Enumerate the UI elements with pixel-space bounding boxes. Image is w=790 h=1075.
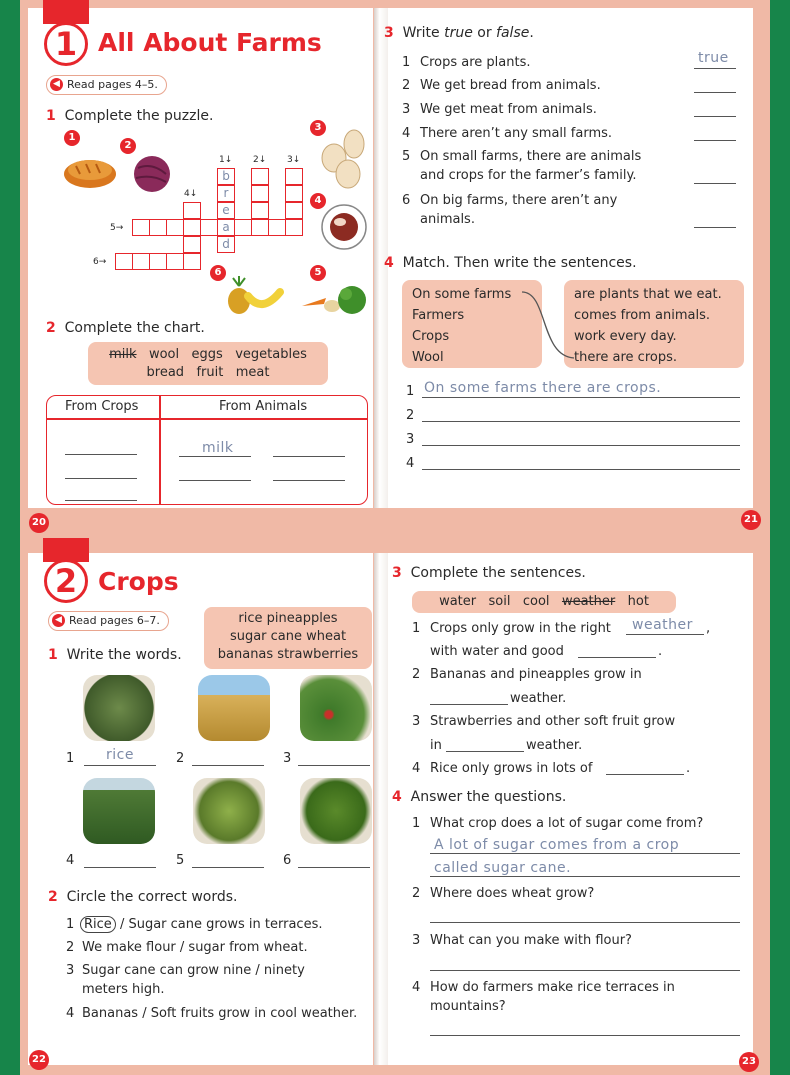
- tf-item-2: 2 We get bread from animals.: [402, 78, 601, 93]
- animals-blank[interactable]: [179, 456, 251, 457]
- tf-blank-4[interactable]: [694, 140, 736, 141]
- tf-item-1: 1 Crops are plants.: [402, 55, 531, 70]
- page-22: [28, 553, 373, 1065]
- cell-d[interactable]: d: [217, 236, 235, 253]
- grid-cell[interactable]: [149, 253, 167, 270]
- down-label-1: 1↓: [219, 155, 233, 165]
- grid-cell[interactable]: [200, 219, 218, 236]
- unit-number: 1: [44, 22, 88, 66]
- grid-cell[interactable]: [285, 168, 303, 185]
- col-from-animals: From Animals: [219, 399, 308, 414]
- circled-word[interactable]: Rice: [80, 916, 116, 933]
- fruit-picture: [224, 274, 284, 316]
- wool-picture: [126, 148, 174, 196]
- complete-blank-1a[interactable]: [626, 634, 704, 635]
- tf-item-3: 3 We get meat from animals.: [402, 102, 597, 117]
- complete-item-3: 3 Strawberries and other soft fruit grow: [412, 714, 676, 729]
- page-number-20: 20: [29, 513, 49, 533]
- q4-heading: 4 Match. Then write the sentences.: [384, 255, 637, 271]
- period: .: [686, 761, 691, 776]
- photo-blank-5[interactable]: [192, 867, 264, 868]
- photo-label-5: 5: [176, 853, 185, 868]
- complete-item-3c: weather.: [526, 738, 583, 753]
- photo-blank-3[interactable]: [298, 765, 370, 766]
- word-box-chart: milk wool eggs vegetables bread fruit meat: [88, 342, 328, 385]
- complete-item-4: 4 Rice only grows in lots of: [412, 761, 593, 776]
- complete-item-1: 1 Crops only grow in the right: [412, 621, 611, 636]
- question-3: 3 What can you make with flour?: [412, 933, 632, 948]
- photo-label-6: 6: [283, 853, 292, 868]
- grid-cell[interactable]: [166, 219, 184, 236]
- answer-milk: milk: [202, 440, 234, 456]
- page-number-23: 23: [739, 1052, 759, 1072]
- match-left-2[interactable]: Farmers: [412, 308, 465, 323]
- complete-item-3b: in: [430, 738, 442, 753]
- cell-r[interactable]: r: [217, 185, 235, 202]
- sentence-line-2: 2: [406, 408, 415, 423]
- crops-blank[interactable]: [65, 500, 137, 501]
- down-label-3: 3↓: [287, 155, 301, 165]
- grid-cell[interactable]: [183, 253, 201, 270]
- question-1: 1 What crop does a lot of sugar come from?: [412, 816, 704, 831]
- answer-blank-3[interactable]: [430, 970, 740, 971]
- grid-cell[interactable]: [285, 185, 303, 202]
- match-line: [518, 286, 578, 366]
- sugarcane-photo: [83, 778, 155, 844]
- strawberries-photo: [300, 675, 372, 741]
- circle-item-2: 2 We make flour / sugar from wheat.: [66, 940, 308, 955]
- q1-heading: 1 Write the words.: [48, 647, 182, 663]
- across-label-5: 5→: [110, 223, 124, 233]
- complete-item-1b: with water and good: [430, 644, 564, 659]
- comma: ,: [706, 621, 711, 636]
- sentence-answer-1: On some farms there are crops.: [424, 380, 662, 396]
- complete-blank-3[interactable]: [446, 751, 524, 752]
- animals-blank[interactable]: [273, 456, 345, 457]
- arrow-left-icon: ◀: [52, 614, 65, 627]
- q2-heading: 2 Circle the correct words.: [48, 889, 238, 905]
- photo-label-1: 1: [66, 751, 75, 766]
- meat-picture: [320, 202, 368, 252]
- grid-cell[interactable]: [132, 253, 150, 270]
- q1-heading: 1 Complete the puzzle.: [46, 108, 214, 124]
- answer-1-line2: called sugar cane.: [434, 860, 572, 876]
- sentence-line-4: 4: [406, 456, 415, 471]
- complete-item-2b: weather.: [510, 691, 567, 706]
- question-2: 2 Where does wheat grow?: [412, 886, 595, 901]
- rice-photo: [83, 675, 155, 741]
- grid-cell[interactable]: [166, 253, 184, 270]
- match-right-4[interactable]: there are crops.: [574, 350, 677, 365]
- unit-tab: [43, 0, 89, 24]
- grid-cell[interactable]: [183, 236, 201, 253]
- question-4: 4 How do farmers make rice terraces in mountains?: [412, 980, 675, 1014]
- grid-cell[interactable]: [149, 219, 167, 236]
- q4-heading: 4 Answer the questions.: [392, 789, 567, 805]
- wheat-photo: [198, 675, 270, 741]
- crops-blank[interactable]: [65, 478, 137, 479]
- farm-chart: [46, 395, 368, 505]
- complete-blank-2[interactable]: [430, 704, 508, 705]
- tf-item-5: 5 On small farms, there are animals and crops for the farmer’s family.: [402, 149, 642, 183]
- answer-blank-4[interactable]: [430, 1035, 740, 1036]
- circle-item-4: 4 Bananas / Soft fruits grow in cool weather.: [66, 1006, 358, 1021]
- sentence-line-3: 3: [406, 432, 415, 447]
- tf-blank-3[interactable]: [694, 116, 736, 117]
- unit-number: 2: [44, 559, 88, 603]
- tf-blank-5[interactable]: [694, 183, 736, 184]
- circle-item-3: 3 Sugar cane can grow nine / ninety meters high.: [66, 963, 305, 997]
- tf-blank-2[interactable]: [694, 92, 736, 93]
- complete-blank-1b[interactable]: [578, 657, 656, 658]
- pineapples-photo: [300, 778, 372, 844]
- picture-badge-5: 5: [310, 265, 326, 281]
- photo-label-3: 3: [283, 751, 292, 766]
- tf-item-4: 4 There aren’t any small farms.: [402, 126, 613, 141]
- grid-cell[interactable]: [183, 219, 201, 236]
- match-right-1[interactable]: are plants that we eat.: [574, 287, 722, 302]
- grid-cell[interactable]: [132, 219, 150, 236]
- read-pages-pill[interactable]: ◀ Read pages 4–5.: [46, 75, 167, 95]
- picture-badge-2: 2: [120, 138, 136, 154]
- match-left-4[interactable]: Wool: [412, 350, 444, 365]
- photo-blank-2[interactable]: [192, 765, 264, 766]
- page-number-22: 22: [29, 1050, 49, 1070]
- sentence-blank-3[interactable]: [422, 445, 740, 446]
- answer-1-line1: A lot of sugar comes from a crop: [434, 837, 680, 853]
- grid-cell[interactable]: [115, 253, 133, 270]
- grid-cell[interactable]: [251, 168, 269, 185]
- sentence-blank-4[interactable]: [422, 469, 740, 470]
- match-left-1[interactable]: On some farms: [412, 287, 512, 302]
- match-right-box: [564, 280, 744, 368]
- grid-cell[interactable]: [251, 202, 269, 219]
- answer-blank-1b[interactable]: [430, 876, 740, 877]
- grid-cell[interactable]: [251, 185, 269, 202]
- sentence-blank-2[interactable]: [422, 421, 740, 422]
- answer-blank-1a[interactable]: [430, 853, 740, 854]
- cell-e[interactable]: e: [217, 202, 235, 219]
- sentence-line-1: 1: [406, 384, 415, 399]
- grid-cell[interactable]: [234, 219, 252, 236]
- down-label-2: 2↓: [253, 155, 267, 165]
- word-box-crops: rice pineapples sugar cane wheat bananas strawberries: [204, 607, 372, 669]
- grid-cell[interactable]: [251, 219, 269, 236]
- across-label-6: 6→: [93, 257, 107, 267]
- photo-blank-6[interactable]: [298, 867, 370, 868]
- gutter-bottom: [374, 553, 388, 1065]
- photo-label-4: 4: [66, 853, 75, 868]
- tf-answer-1: true: [698, 50, 729, 66]
- answer-rice: rice: [106, 747, 134, 763]
- period: .: [658, 644, 663, 659]
- unit-title: All About Farms: [98, 28, 322, 57]
- circle-item-1: 1 Rice / Sugar cane grows in terraces.: [66, 917, 323, 932]
- cell-b[interactable]: b: [217, 168, 235, 185]
- answer-blank-2[interactable]: [430, 922, 740, 923]
- page-23: [388, 553, 753, 1065]
- arrow-left-icon: ◀: [50, 78, 63, 91]
- word-box-weather: water soil cool weather hot: [412, 591, 676, 613]
- match-left-3[interactable]: Crops: [412, 329, 450, 344]
- animals-blank[interactable]: [273, 480, 345, 481]
- picture-badge-6: 6: [210, 265, 226, 281]
- grid-cell[interactable]: [268, 219, 286, 236]
- crops-blank[interactable]: [65, 454, 137, 455]
- eggs-picture: [318, 128, 368, 190]
- picture-badge-1: 1: [64, 130, 80, 146]
- answer-weather: weather: [632, 617, 693, 633]
- vegetables-picture: [296, 280, 368, 320]
- tf-blank-1[interactable]: [694, 68, 736, 69]
- col-from-crops: From Crops: [65, 399, 139, 414]
- cell-a[interactable]: a: [217, 219, 235, 236]
- picture-badge-3: 3: [310, 120, 326, 136]
- q2-heading: 2 Complete the chart.: [46, 320, 205, 336]
- photo-blank-4[interactable]: [84, 867, 156, 868]
- match-right-3[interactable]: work every day.: [574, 329, 677, 344]
- page-number-21: 21: [741, 510, 761, 530]
- bananas-photo: [193, 778, 265, 844]
- grid-cell[interactable]: [285, 202, 303, 219]
- photo-label-2: 2: [176, 751, 185, 766]
- read-pages-pill[interactable]: ◀ Read pages 6–7.: [48, 611, 169, 631]
- tf-blank-6[interactable]: [694, 227, 736, 228]
- grid-cell[interactable]: [183, 202, 201, 219]
- q3-heading: 3 Complete the sentences.: [392, 565, 586, 581]
- photo-blank-1[interactable]: [84, 765, 156, 766]
- complete-blank-4[interactable]: [606, 774, 684, 775]
- page-21: [384, 8, 753, 508]
- picture-badge-4: 4: [310, 193, 326, 209]
- page-20: [28, 8, 373, 508]
- bread-picture: [62, 148, 118, 192]
- down-label-4: 4↓: [184, 189, 198, 199]
- unit-title: Crops: [98, 567, 179, 596]
- sentence-blank-1[interactable]: [422, 397, 740, 398]
- complete-item-2: 2 Bananas and pineapples grow in: [412, 667, 642, 682]
- grid-cell[interactable]: [285, 219, 303, 236]
- animals-blank[interactable]: [179, 480, 251, 481]
- q3-heading: 3 Write true or false.: [384, 25, 534, 41]
- tf-item-6: 6 On big farms, there aren’t any animals.: [402, 193, 618, 227]
- match-right-2[interactable]: comes from animals.: [574, 308, 711, 323]
